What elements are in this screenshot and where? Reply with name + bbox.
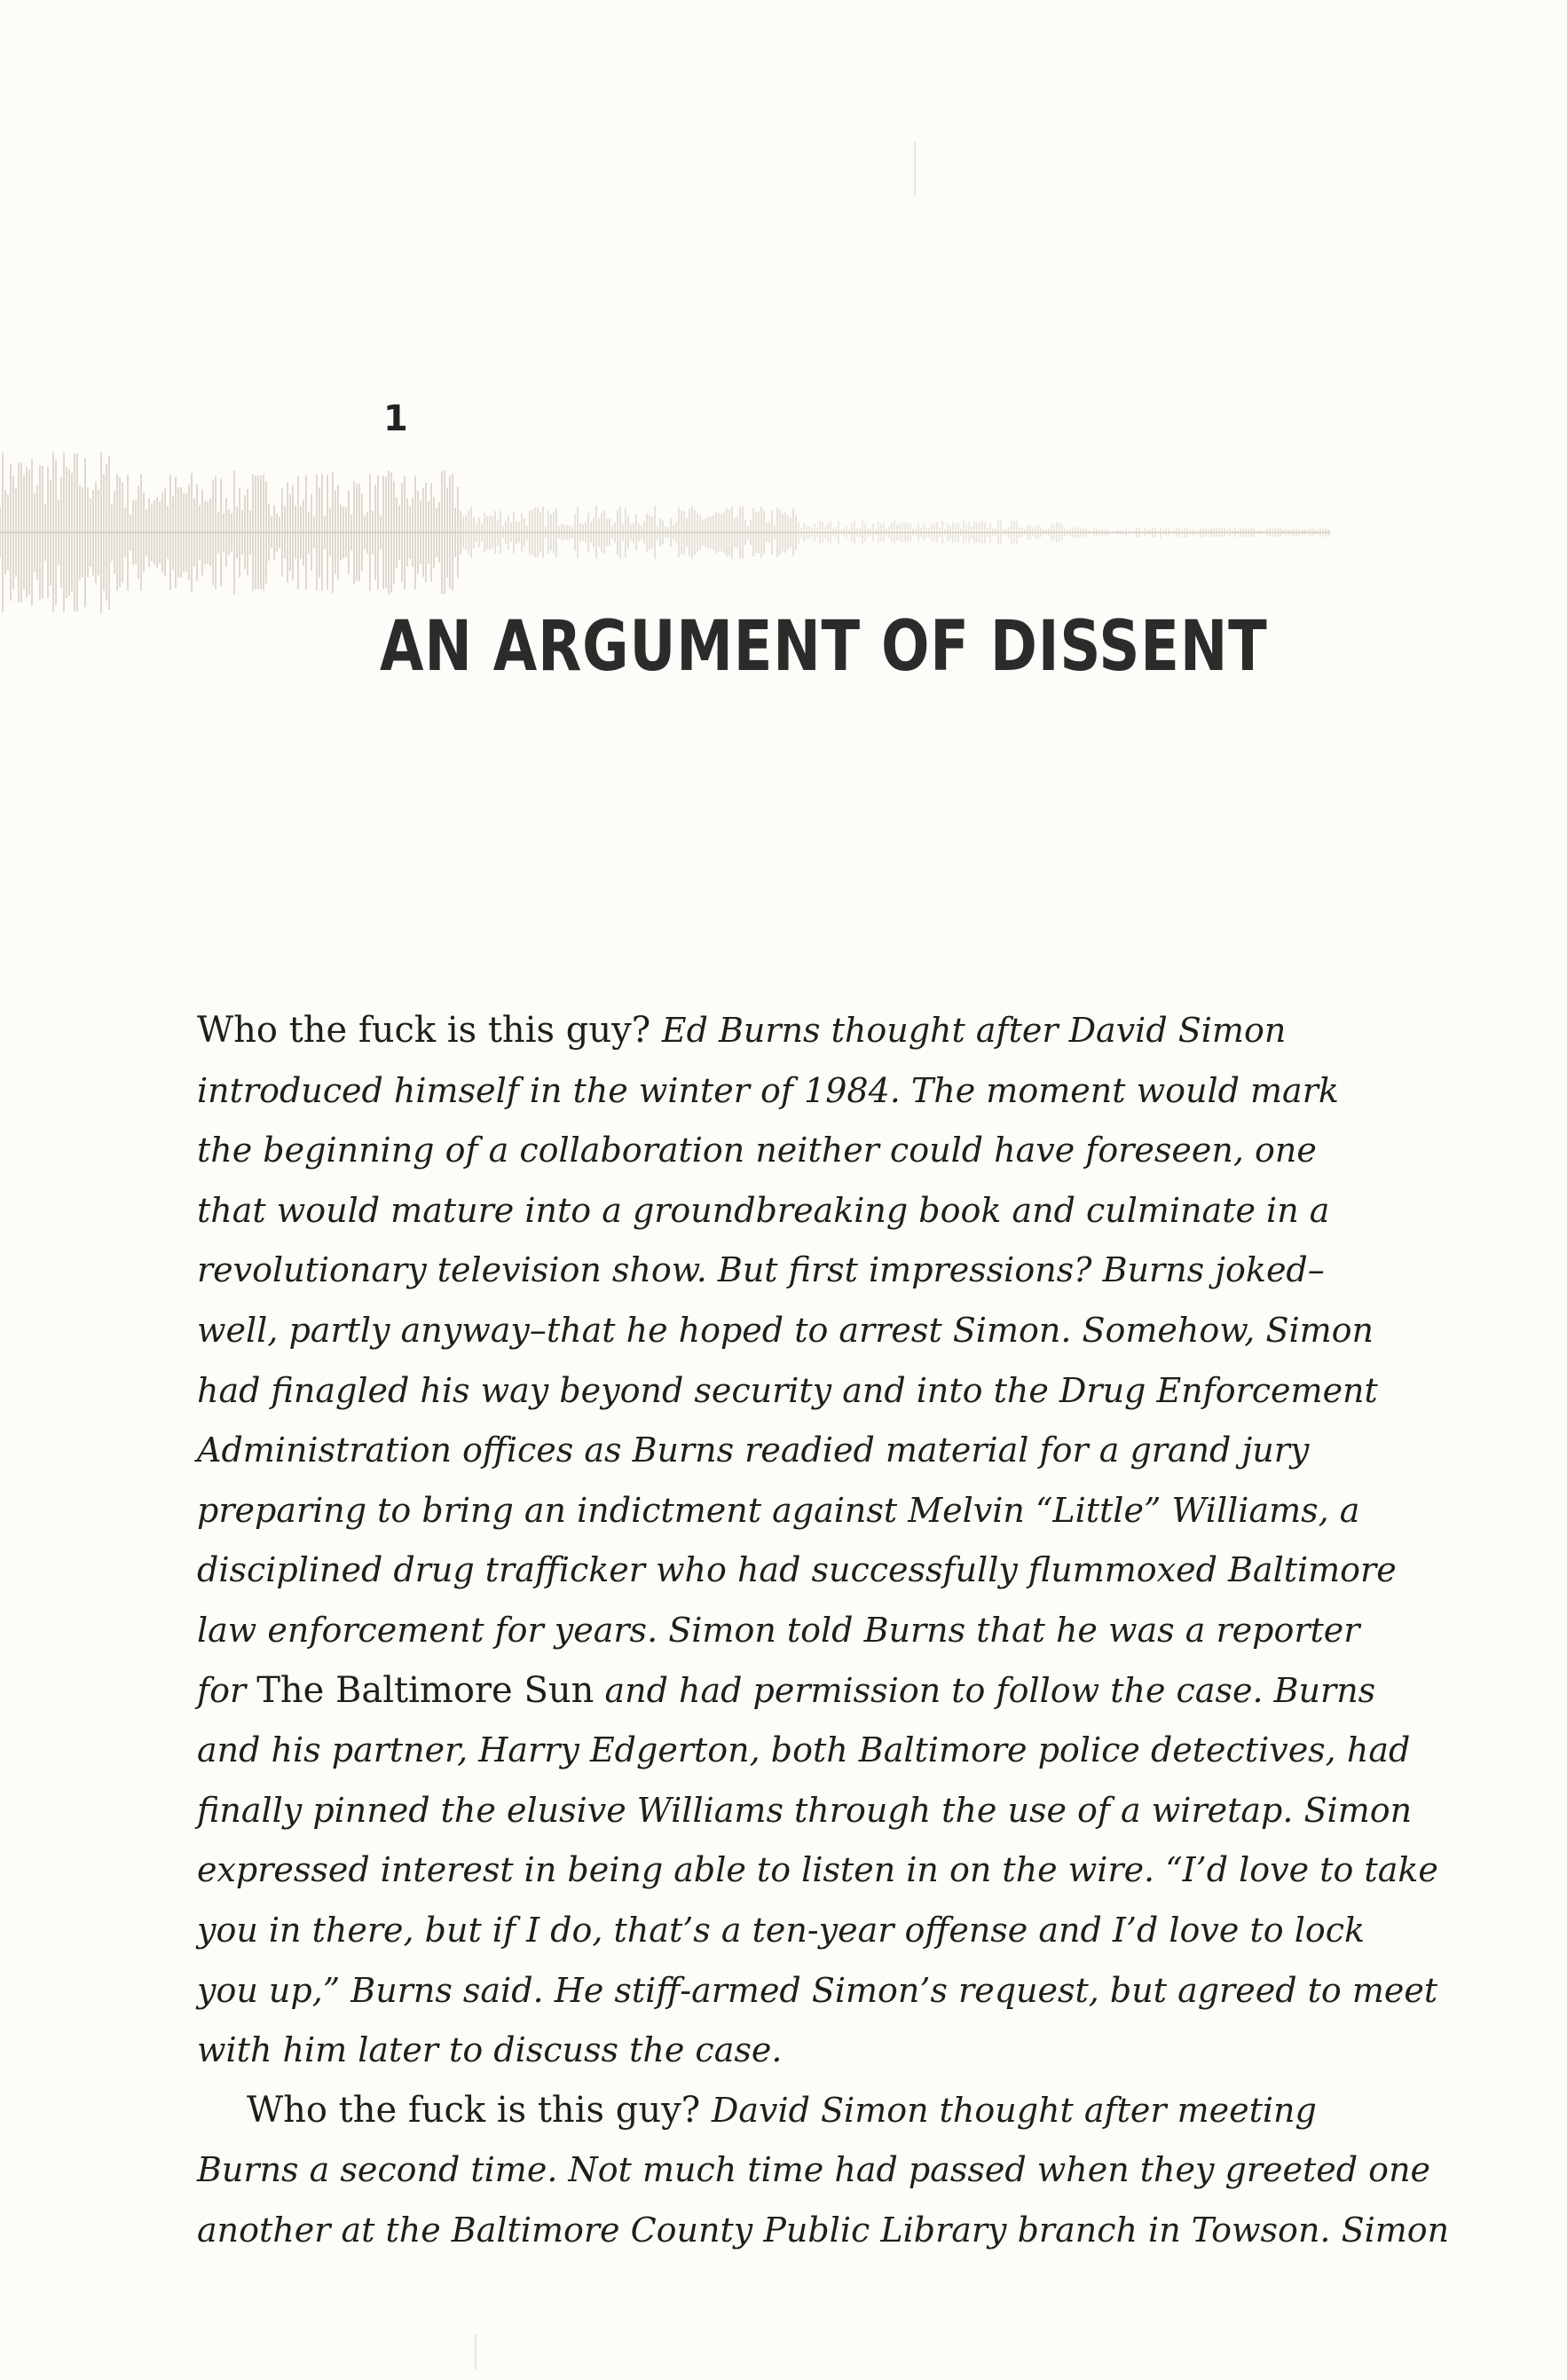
paragraph xyxy=(197,2081,1450,2261)
text-run: Ed Burns thought after David Simon xyxy=(661,1011,1287,1050)
text-run: Who the fuck is this guy? xyxy=(247,2089,712,2131)
text-run: Who the fuck is this guy? xyxy=(197,1010,662,1051)
text-run: and had permission to follow the case. Burns xyxy=(594,1670,1376,1710)
text-line xyxy=(197,1961,1438,2021)
text-run: had finagled his way beyond security and into the Drug Enforcement xyxy=(197,1370,1378,1410)
paragraph xyxy=(197,1001,1438,2081)
text-line xyxy=(197,1301,1374,1361)
text-line xyxy=(197,1361,1378,1422)
text-run: well, partly anyway–that he hoped to arrest Simon. Somehow, Simon xyxy=(197,1310,1374,1350)
text-line xyxy=(197,2140,1431,2201)
text-run: preparing to bring an indictment against Melvin “Little” Williams, a xyxy=(197,1490,1360,1530)
scan-artifact xyxy=(475,2334,476,2369)
text-run: David Simon thought after meeting xyxy=(711,2090,1317,2130)
text-line xyxy=(197,2021,1350,2081)
text-run: and his partner, Harry Edgerton, both Baltimore police detectives, had xyxy=(197,1730,1411,1770)
text-run: Burns a second time. Not much time had passed when they greeted one xyxy=(197,2150,1431,2190)
text-line xyxy=(197,1840,1438,1901)
text-line xyxy=(197,1121,1350,1181)
text-line xyxy=(197,1241,1350,1301)
text-line xyxy=(197,1601,1360,1661)
text-run: that would mature into a groundbreaking book and culminate in a xyxy=(197,1190,1330,1230)
chapter-number: 1 xyxy=(383,398,408,439)
text-line xyxy=(197,2081,1350,2141)
text-line xyxy=(197,1001,1350,1061)
chapter-title: AN ARGUMENT OF DISSENT xyxy=(380,607,1268,687)
text-line xyxy=(197,1901,1366,1961)
text-line xyxy=(197,1061,1350,1122)
text-run: law enforcement for years. Simon told Burns that he was a reporter xyxy=(197,1610,1360,1650)
text-run: introduced himself in the winter of 1984. The moment would mark xyxy=(197,1070,1339,1110)
text-run: Administration offices as Burns readied material for a grand jury xyxy=(197,1430,1310,1470)
text-run: with him later to discuss the case. xyxy=(197,2030,783,2070)
text-line xyxy=(197,1541,1397,1601)
text-run: disciplined drug trafficker who had successfully flummoxed Baltimore xyxy=(197,1550,1397,1590)
text-run: another at the Baltimore County Public Library branch in Towson. Simon xyxy=(197,2210,1450,2250)
text-run: you in there, but if I do, that’s a ten-year offense and I’d love to lock xyxy=(197,1910,1366,1950)
chapter-body-text xyxy=(197,1001,1450,2260)
text-line xyxy=(197,1481,1360,1541)
text-run: expressed interest in being able to listen in on the wire. “I’d love to take xyxy=(197,1850,1438,1890)
text-run: revolutionary television show. But first impressions? Burns joked– xyxy=(197,1250,1325,1290)
text-line xyxy=(197,1421,1350,1481)
text-run: finally pinned the elusive Williams through the use of a wiretap. Simon xyxy=(197,1790,1413,1830)
scan-artifact xyxy=(914,142,916,195)
text-line xyxy=(197,2201,1450,2261)
text-line xyxy=(197,1781,1413,1841)
text-line xyxy=(197,1661,1376,1722)
text-run: for xyxy=(197,1670,257,1710)
text-run: The Baltimore Sun xyxy=(256,1669,595,1711)
text-line xyxy=(197,1181,1350,1241)
text-run: you up,” Burns said. He stiff-armed Simon’s request, but agreed to meet xyxy=(197,1970,1438,2010)
text-line xyxy=(197,1721,1411,1781)
text-run: the beginning of a collaboration neither could have foreseen, one xyxy=(197,1131,1317,1170)
